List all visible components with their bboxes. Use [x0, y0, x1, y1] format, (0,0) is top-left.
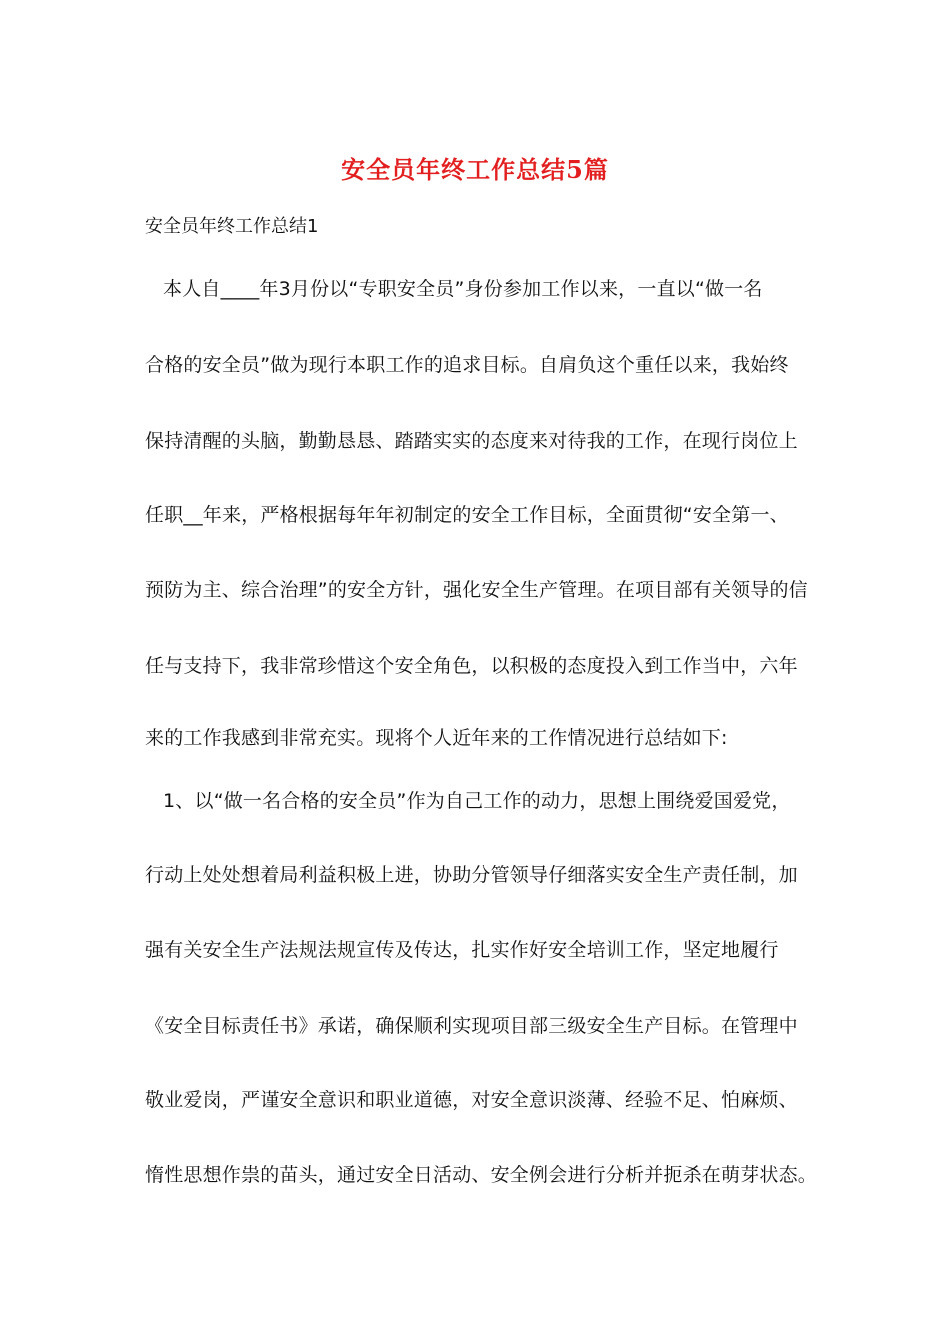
paragraph-line: 预防为主、综合治理”的安全方针，强化安全生产管理。在项目部有关领导的信 [145, 579, 808, 601]
paragraph-line: 敬业爱岗，严谨安全意识和职业道德，对安全意识淡薄、经验不足、怕麻烦、 [145, 1089, 798, 1111]
document-title: 安全员年终工作总结5篇 [341, 155, 609, 184]
paragraph-line: 任与支持下，我非常珍惜这个安全角色，以积极的态度投入到工作当中，六年 [145, 655, 798, 677]
paragraph-line: 本人自____年3月份以“专职安全员”身份参加工作以来，一直以“做一名 [163, 278, 763, 300]
paragraph-line: 惰性思想作祟的苗头，通过安全日活动、安全例会进行分析并扼杀在萌芽状态。 [145, 1164, 818, 1186]
paragraph-line: 行动上处处想着局利益积极上进，协助分管领导仔细落实安全生产责任制，加 [145, 864, 798, 886]
paragraph-line: 合格的安全员”做为现行本职工作的追求目标。自肩负这个重任以来，我始终 [145, 354, 789, 376]
paragraph-line: 保持清醒的头脑，勤勤恳恳、踏踏实实的态度来对待我的工作，在现行岗位上 [145, 430, 798, 452]
paragraph-line: 《安全目标责任书》承诺，确保顺利实现项目部三级安全生产目标。在管理中 [145, 1015, 798, 1037]
paragraph-line: 任职__年来，严格根据每年年初制定的安全工作目标，全面贯彻“安全第一、 [145, 504, 789, 526]
paragraph-line: 强有关安全生产法规法规宣传及传达，扎实作好安全培训工作，坚定地履行 [145, 939, 779, 961]
paragraph-line: 1、以“做一名合格的安全员”作为自己工作的动力，思想上围绕爱国爱党， [163, 790, 791, 812]
paragraph-line: 来的工作我感到非常充实。现将个人近年来的工作情况进行总结如下: [145, 727, 728, 749]
section-heading: 安全员年终工作总结1 [145, 216, 319, 237]
